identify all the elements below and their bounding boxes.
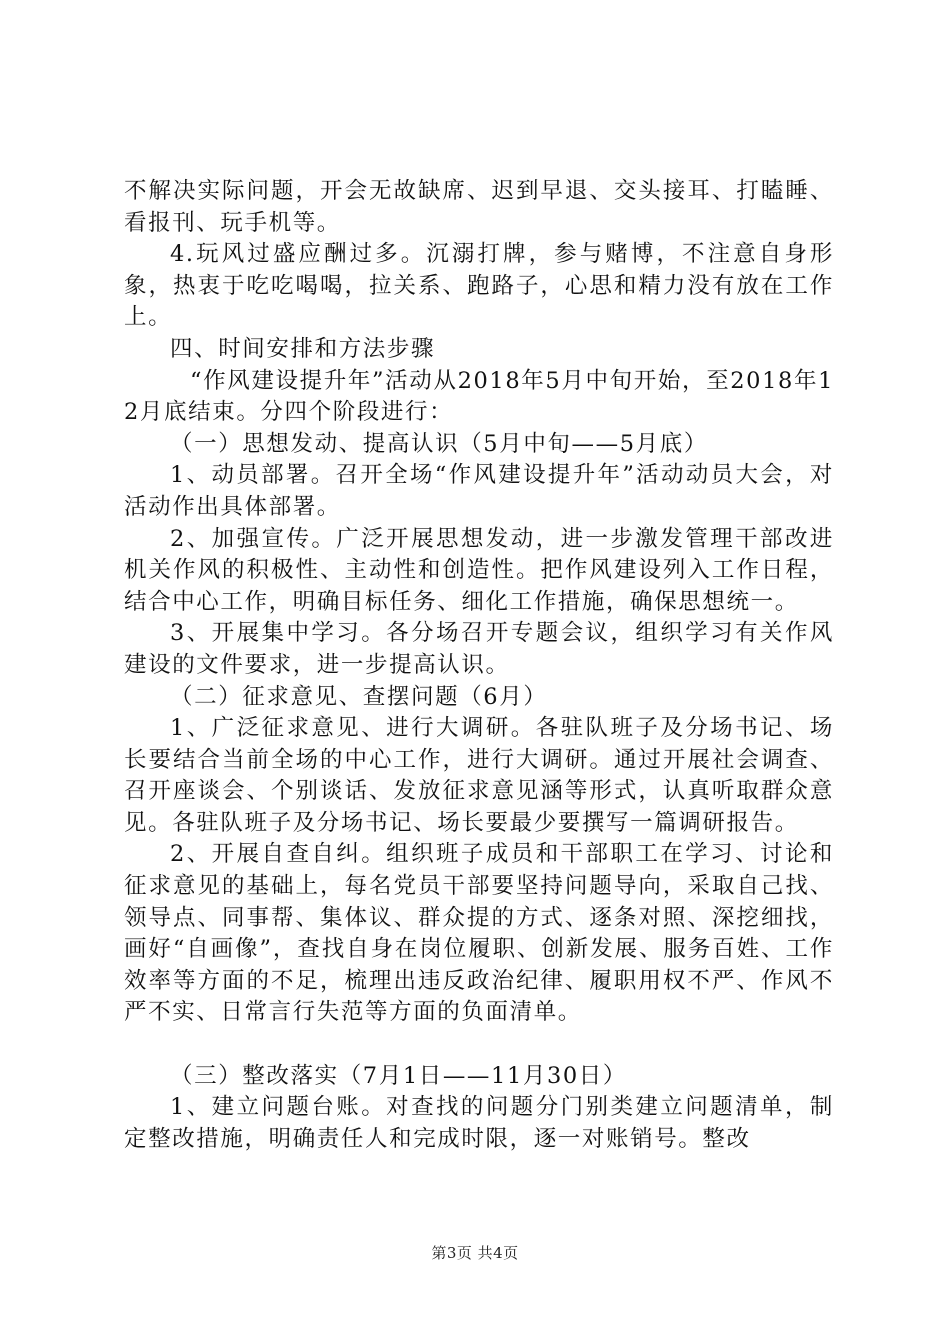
paragraph: 2、开展自查自纠。组织班子成员和干部职工在学习、讨论和征求意见的基础上，每名党员干部要坚持问题导向，采取自己找、领导点、同事帮、集体议、群众提的方式、逐条对照、深挖细找，画好“自画像”，查找自身在岗位履职、创新发展、服务百姓、工作效率等方面的不足，梳理出违反政治纪律、履职用权不严、作风不严不实、日常言行失范等方面的负面清单。 (124, 841, 834, 1026)
document-body (124, 176, 834, 1155)
paragraph: 2、加强宣传。广泛开展思想发动，进一步激发管理干部改进机关作风的积极性、主动性和创造性。把作风建设列入工作日程，结合中心工作，明确目标任务、细化工作措施，确保思想统一。 (124, 525, 834, 615)
paragraph: 四、时间安排和方法步骤 (170, 335, 436, 362)
paragraph: “作风建设提升年”活动从2018年5月中旬开始，至2018年12月底结束。分四个阶段进行： (124, 367, 834, 426)
paragraph: （一）思想发动、提高认识（5月中旬——5月底） (170, 430, 708, 457)
paragraph: 3、开展集中学习。各分场召开专题会议，组织学习有关作风建设的文件要求，进一步提高认识。 (124, 620, 834, 678)
paragraph: 1、建立问题台账。对查找的问题分门别类建立问题清单，制定整改措施，明确责任人和完成时限，逐一对账销号。整改 (124, 1094, 834, 1152)
paragraph: 4.玩风过盛应酬过多。沉溺打牌，参与赌博，不注意自身形象，热衷于吃吃喝喝，拉关系、跑路子，心思和精力没有放在工作上。 (124, 241, 834, 331)
paragraph: （三）整改落实（7月1日——11月30日） (170, 1062, 627, 1089)
paragraph: 1、动员部署。召开全场“作风建设提升年”活动动员大会，对活动作出具体部署。 (124, 462, 834, 520)
page-footer: 第3页 共4页 (431, 1244, 519, 1262)
paragraph: 1、广泛征求意见、进行大调研。各驻队班子及分场书记、场长要结合当前全场的中心工作，进行大调研。通过开展社会调查、召开座谈会、个别谈话、发放征求意见涵等形式，认真听取群众意见。各驻队班子及分场书记、场长要最少要撰写一篇调研报告。 (124, 715, 834, 836)
blank-line (124, 1029, 834, 1061)
paragraph: （二）征求意见、查摆问题（6月） (170, 683, 548, 710)
paragraph: 不解决实际问题，开会无故缺席、迟到早退、交头接耳、打瞌睡、看报刊、玩手机等。 (124, 178, 834, 236)
